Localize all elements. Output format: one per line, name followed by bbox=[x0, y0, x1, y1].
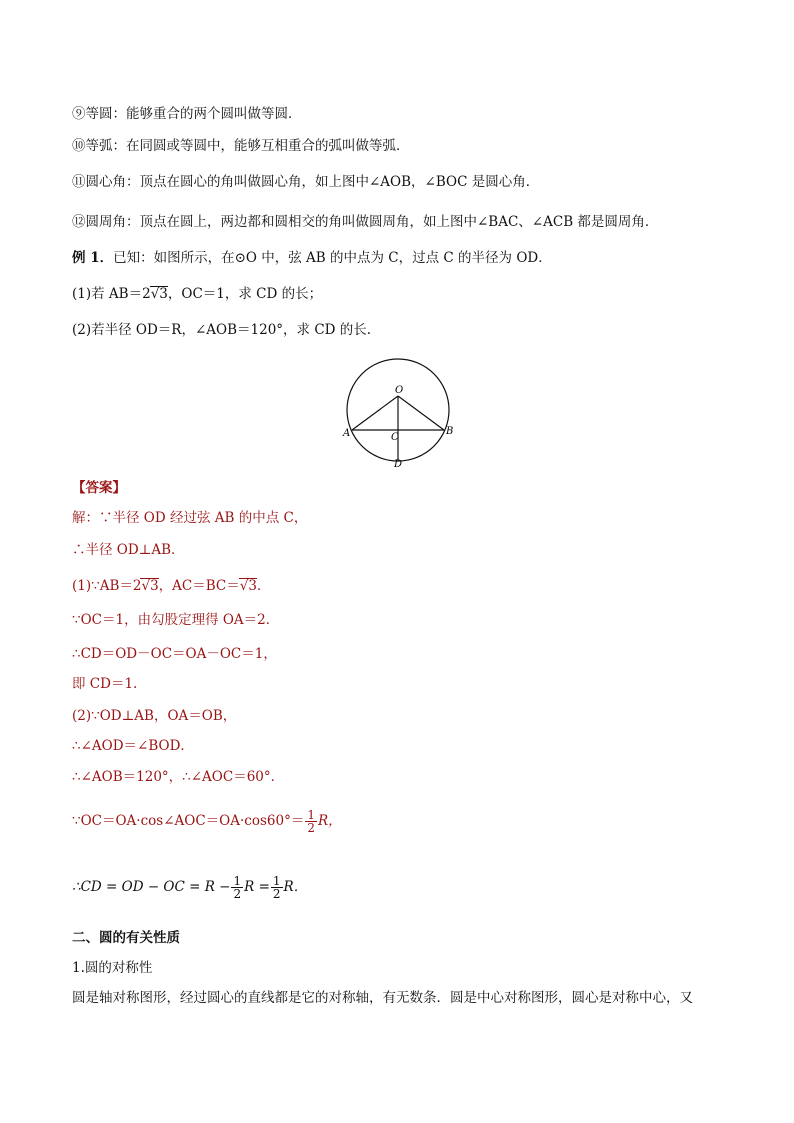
radius-oa bbox=[352, 396, 398, 430]
fraction-half bbox=[305, 809, 317, 834]
fraction-denominator: 2 bbox=[307, 821, 315, 835]
fraction-numerator: 1 bbox=[233, 874, 242, 888]
l3-text-c: ． bbox=[256, 578, 271, 594]
point-label-d: D bbox=[394, 459, 403, 470]
answer-tag: 【答案】 bbox=[72, 480, 126, 496]
l3-text-a: (1)∵AB＝2 bbox=[72, 578, 142, 594]
fraction-numerator: 1 bbox=[272, 874, 281, 888]
radius-ob bbox=[398, 396, 444, 430]
example-label: 例 1． bbox=[72, 250, 114, 266]
answer-line-3 bbox=[72, 576, 270, 596]
point-label-b: B bbox=[446, 426, 454, 437]
definition-equal-arcs: ⑩等弧：在同圆或等圆中，能够互相重合的弧叫做等弧． bbox=[72, 138, 410, 154]
l10-text-a: ∵OC＝OA·cos∠AOC＝OA·cos60°＝ bbox=[72, 813, 305, 829]
sqrt-symbol: √3 bbox=[239, 578, 257, 594]
l10-text-b: R， bbox=[317, 813, 342, 829]
example-question-2: (2)若半径 OD＝R，∠AOB＝120°，求 CD 的长. bbox=[72, 322, 372, 338]
fraction-denominator: 2 bbox=[233, 887, 242, 901]
circle-figure bbox=[338, 350, 460, 472]
l11-text-c: R． bbox=[283, 879, 308, 895]
definition-central-angle: ⑪圆心角：顶点在圆心的角叫做圆心角，如上图中∠AOB，∠BOC 是圆心角． bbox=[72, 174, 540, 190]
answer-line-5: ∴CD＝OD－OC＝OA－OC＝1， bbox=[72, 646, 277, 662]
q1-sqrt-value: 3 bbox=[159, 286, 168, 302]
section-heading: 二、圆的有关性质 bbox=[72, 930, 180, 946]
answer-line-4: ∵OC＝1，由勾股定理得 OA＝2． bbox=[72, 612, 280, 628]
section-subheading: 1.圆的对称性 bbox=[72, 960, 153, 976]
answer-line-1: 解：∵半径 OD 经过弦 AB 的中点 C， bbox=[72, 510, 308, 526]
q1-text-a: (1)若 AB＝2 bbox=[72, 286, 151, 302]
example-stem bbox=[72, 248, 552, 268]
point-label-o: O bbox=[395, 385, 404, 396]
answer-line-9: ∴∠AOB＝120°，∴∠AOC＝60°． bbox=[72, 769, 285, 785]
sqrt-symbol: √3 bbox=[141, 578, 159, 594]
fraction-numerator: 1 bbox=[307, 808, 315, 822]
l3-text-b: ，AC＝BC＝ bbox=[158, 578, 240, 594]
l3-sqrt-1: 3 bbox=[150, 578, 159, 594]
answer-line-8: ∴∠AOD＝∠BOD． bbox=[72, 738, 194, 754]
point-label-a: A bbox=[343, 428, 351, 439]
answer-line-6: 即 CD＝1. bbox=[72, 676, 138, 692]
example-question-1 bbox=[72, 284, 322, 304]
definition-equal-circles: ⑨等圆：能够重合的两个圆叫做等圆． bbox=[72, 106, 302, 122]
fraction-denominator: 2 bbox=[272, 887, 281, 901]
q1-text-b: ，OC＝1，求 CD 的长； bbox=[167, 286, 323, 302]
definition-inscribed-angle: ⑫圆周角：顶点在圆上，两边都和圆相交的角叫做圆周角，如上图中∠BAC、∠ACB 都是圆周角． bbox=[72, 214, 659, 230]
section-paragraph: 圆是轴对称图形，经过圆心的直线都是它的对称轴，有无数条．圆是中心对称图形，圆心是对称中心，又 bbox=[72, 990, 693, 1006]
sqrt-symbol: √3 bbox=[150, 286, 168, 302]
point-label-c: C bbox=[391, 432, 399, 443]
fraction-half bbox=[231, 875, 243, 900]
answer-line-2: ∴半径 OD⊥AB． bbox=[72, 542, 185, 558]
l11-text-b: R = bbox=[244, 879, 270, 895]
answer-line-7: (2)∵OD⊥AB，OA＝OB， bbox=[72, 708, 237, 724]
answer-line-10 bbox=[72, 806, 342, 836]
example-stem-text: 已知：如图所示，在⊙O 中，弦 AB 的中点为 C，过点 C 的半径为 OD． bbox=[113, 250, 552, 266]
l3-sqrt-2: 3 bbox=[248, 578, 257, 594]
fraction-half bbox=[271, 875, 283, 900]
l11-text-a: ∴CD = OD − OC = R − bbox=[72, 879, 231, 895]
answer-line-11 bbox=[72, 872, 307, 902]
